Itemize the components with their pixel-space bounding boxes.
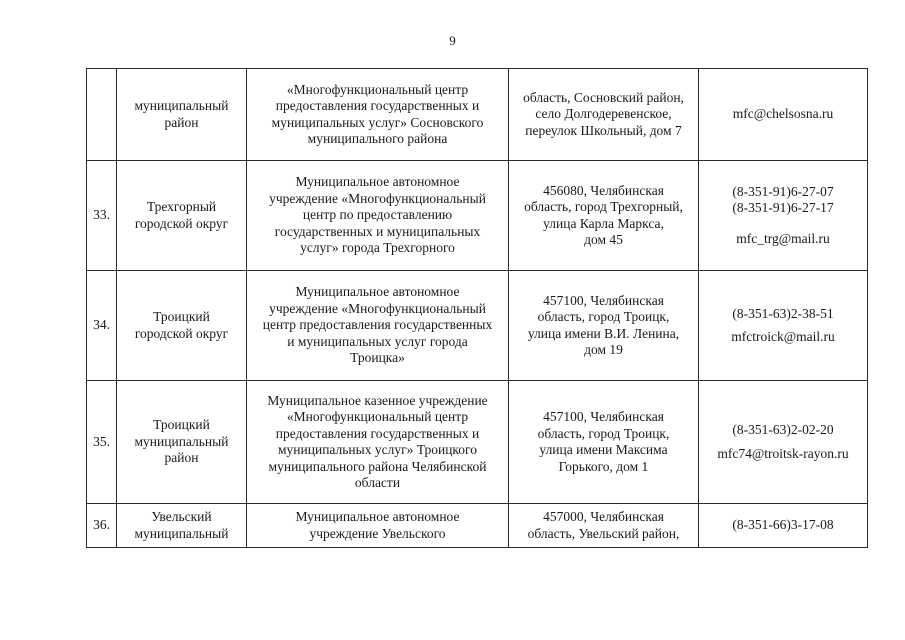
address-cell: 457100, Челябинская область, город Троицк, улица имени Максима Горького, дом 1: [509, 381, 699, 504]
municipality-cell: Увельский муниципальный: [117, 504, 247, 548]
organization-cell: Муниципальное автономное учреждение «Многофункциональный центр предоставления государственных и муниципальных услуг города Троицка»: [247, 271, 509, 381]
organization-cell: Муниципальное казенное учреждение «Многофункциональный центр предоставления государственных и муниципальных услуг» Троицкого муниципального района Челябинской области: [247, 381, 509, 504]
row-number-cell: 36.: [87, 504, 117, 548]
table-row: [87, 161, 868, 271]
phone-number: (8-351-63)2-38-51: [732, 305, 834, 321]
address-cell: 456080, Челябинская область, город Трехгорный, улица Карла Маркса, дом 45: [509, 161, 699, 271]
municipality-cell: Трехгорный городской округ: [117, 161, 247, 271]
municipality-cell: Троицкий муниципальный район: [117, 381, 247, 504]
organization-cell: Муниципальное автономное учреждение «Многофункциональный центр по предоставлению государственных и муниципальных услуг» города Трехгорного: [247, 161, 509, 271]
row-number-cell: 34.: [87, 271, 117, 381]
contact-cell: [699, 381, 868, 504]
phone-number: (8-351-91)6-27-07: [732, 183, 834, 199]
address-cell: 457000, Челябинская область, Увельский район,: [509, 504, 699, 548]
row-number-cell: 35.: [87, 381, 117, 504]
organization-cell: Муниципальное автономное учреждение Увельского: [247, 504, 509, 548]
email-link[interactable]: mfc@chelsosna.ru: [732, 106, 834, 122]
email-link[interactable]: mfc74@troitsk-rayon.ru: [717, 445, 849, 461]
table-row: [87, 381, 868, 504]
email-link[interactable]: mfctroick@mail.ru: [731, 329, 835, 344]
row-number-cell: 33.: [87, 161, 117, 271]
contact-cell: [699, 161, 868, 271]
municipality-cell: Троицкий городской округ: [117, 271, 247, 381]
table-row: [87, 271, 868, 381]
address-cell: область, Сосновский район, село Долгодеревенское, переулок Школьный, дом 7: [509, 69, 699, 161]
contact-cell: [699, 271, 868, 381]
address-cell: 457100, Челябинская область, город Троицк, улица имени В.И. Ленина, дом 19: [509, 271, 699, 381]
phone-number: (8-351-63)2-02-20: [732, 422, 834, 437]
row-number-cell: [87, 69, 117, 161]
phone-number: (8-351-66)3-17-08: [732, 517, 834, 533]
table-row: [87, 504, 868, 548]
email-link[interactable]: mfc_trg@mail.ru: [736, 230, 830, 246]
phone-number: (8-351-91)6-27-17: [732, 200, 834, 216]
municipality-cell: муниципальный район: [117, 69, 247, 161]
organization-cell: «Многофункциональный центр предоставления государственных и муниципальных услуг» Сосновского муниципального района: [247, 69, 509, 161]
page-number: 9: [449, 33, 456, 48]
contact-cell: [699, 69, 868, 161]
table-row: [87, 69, 868, 161]
contact-cell: [699, 504, 868, 548]
mfc-table: [86, 68, 868, 548]
